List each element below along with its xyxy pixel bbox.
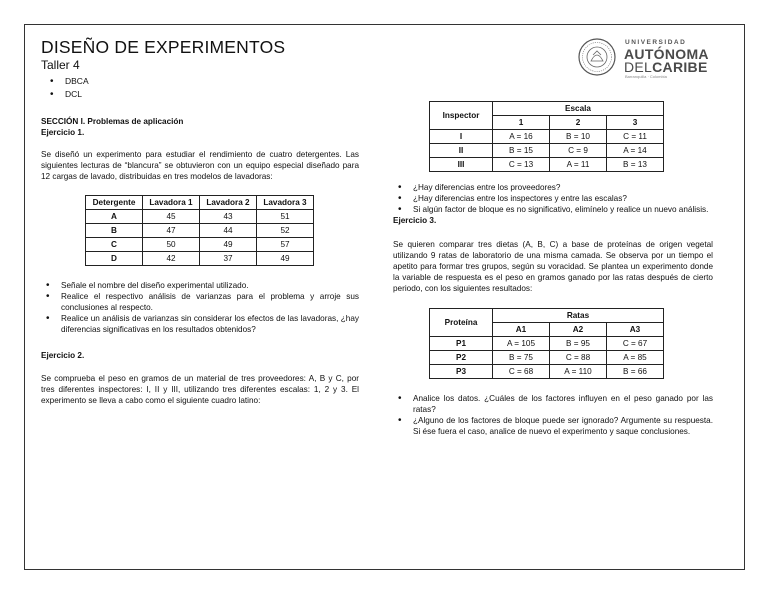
table-cell: 42 xyxy=(143,252,200,266)
right-column xyxy=(393,101,713,437)
table-header: 1 xyxy=(493,116,550,130)
list-item: • Si algún factor de bloque es no significativo, elimínelo y realice un nuevo análisis. xyxy=(393,204,713,215)
logo-line-del-caribe: DELCARIBE xyxy=(624,59,708,75)
table-header-row xyxy=(430,309,664,323)
table-cell: A = 105 xyxy=(493,337,550,351)
table-cell: 44 xyxy=(200,224,257,238)
table-cell: P1 xyxy=(430,337,493,351)
table-cell: C = 68 xyxy=(493,365,550,379)
exercise-2-title: Ejercicio 2. xyxy=(41,351,85,360)
table-header: Lavadora 2 xyxy=(200,196,257,210)
table-row xyxy=(86,224,314,238)
table-header-row xyxy=(430,102,664,116)
table-row xyxy=(430,365,664,379)
table-cell: B = 13 xyxy=(607,158,664,172)
logo-line-autonoma: AUTÓNOMA xyxy=(624,46,709,62)
table-header-row xyxy=(86,196,314,210)
diet-table xyxy=(429,308,664,379)
university-logo xyxy=(573,35,743,81)
exercise-3-text: Se quieren comparar tres dietas (A, B, C) a base de proteínas de origen vegetal utilizando 9 ratas de laboratorio de una misma camada. Se observa por un tiempo el apetito para formar tres grupos, según su voracidad. Se plantea un experimento donde la variable de respuesta es el peso en gramos ganado por las ratas después de cierto periodo, con los siguientes resultados: xyxy=(393,240,713,293)
table-cell: 50 xyxy=(143,238,200,252)
table-cell: D xyxy=(86,252,143,266)
table-cell: C = 88 xyxy=(550,351,607,365)
table-header: Proteína xyxy=(430,309,493,337)
page-subtitle: Taller 4 xyxy=(41,58,80,72)
table-cell: C = 13 xyxy=(493,158,550,172)
logo-line-city: Barranquilla · Colombia xyxy=(625,74,667,79)
exercise-3-questions xyxy=(393,393,713,437)
table-header: Lavadora 1 xyxy=(143,196,200,210)
table-cell: C = 9 xyxy=(550,144,607,158)
latin-square-table xyxy=(429,101,664,172)
table-cell: B = 10 xyxy=(550,130,607,144)
table-cell: II xyxy=(430,144,493,158)
left-column xyxy=(41,116,359,406)
table-row xyxy=(86,238,314,252)
table-row xyxy=(430,351,664,365)
table-header: Lavadora 3 xyxy=(257,196,314,210)
table-cell: C = 67 xyxy=(607,337,664,351)
table-header: Ratas xyxy=(493,309,664,323)
exercise-2-questions xyxy=(393,182,713,215)
table-header: A1 xyxy=(493,323,550,337)
table-header: A3 xyxy=(607,323,664,337)
table-cell: B = 66 xyxy=(607,365,664,379)
topic-list xyxy=(45,75,89,101)
table-cell: P3 xyxy=(430,365,493,379)
list-item: • Señale el nombre del diseño experimental utilizado. xyxy=(41,280,359,291)
list-item: • Analice los datos. ¿Cuáles de los factores influyen en el peso ganado por las ratas? xyxy=(393,393,713,415)
list-item: • ¿Alguno de los factores de bloque puede ser ignorado? Argumente su respuesta. Si ése fuera el caso, analice de nuevo el experimento y saque conclusiones. xyxy=(393,415,713,437)
exercise-2-text: Se comprueba el peso en gramos de un material de tres proveedores: A, B y C, por tres diferentes inspectores: I, II y III, utilizando tres diferentes escalas: 1, 2 y 3. El experimento se lleva a cabo como el siguiente cuadro latino: xyxy=(41,374,359,405)
university-seal-icon xyxy=(577,37,617,77)
table-cell: 47 xyxy=(143,224,200,238)
list-item: • DBCA xyxy=(45,75,89,88)
page-title: DISEÑO DE EXPERIMENTOS xyxy=(41,37,286,57)
table-cell: 43 xyxy=(200,210,257,224)
table-cell: A = 16 xyxy=(493,130,550,144)
table-cell: 45 xyxy=(143,210,200,224)
exercise-1-text: Se diseñó un experimento para estudiar el rendimiento de cuatro detergentes. Las siguientes lecturas de “blancura” se obtuvieron con un equipo especial diseñado para 12 cargas de lavado, distribuidas en tres modelos de lavadoras: xyxy=(41,150,359,181)
table-row xyxy=(86,252,314,266)
table-cell: 51 xyxy=(257,210,314,224)
table-cell: III xyxy=(430,158,493,172)
table-row xyxy=(430,130,664,144)
table-row xyxy=(430,158,664,172)
table-cell: B = 15 xyxy=(493,144,550,158)
table-cell: P2 xyxy=(430,351,493,365)
table-header: A2 xyxy=(550,323,607,337)
table-cell: I xyxy=(430,130,493,144)
table-cell: A xyxy=(86,210,143,224)
table-header: Detergente xyxy=(86,196,143,210)
table-cell: 57 xyxy=(257,238,314,252)
section-heading: SECCIÓN I. Problemas de aplicación xyxy=(41,117,184,126)
table-row xyxy=(86,210,314,224)
table-row xyxy=(430,337,664,351)
list-item: • Realice el respectivo análisis de varianzas para el problema y arroje sus conclusiones al respecto. xyxy=(41,291,359,313)
list-item: • ¿Hay diferencias entre los proveedores? xyxy=(393,182,713,193)
table-row xyxy=(430,144,664,158)
table-cell: A = 11 xyxy=(550,158,607,172)
exercise-1-title: Ejercicio 1. xyxy=(41,128,85,137)
table-cell: C = 11 xyxy=(607,130,664,144)
table-cell: 52 xyxy=(257,224,314,238)
table-cell: B = 75 xyxy=(493,351,550,365)
list-item: • DCL xyxy=(45,88,89,101)
table-cell: A = 110 xyxy=(550,365,607,379)
table-cell: C xyxy=(86,238,143,252)
table-header: Inspector xyxy=(430,102,493,130)
table-cell: 49 xyxy=(257,252,314,266)
table-header: 2 xyxy=(550,116,607,130)
table-cell: B = 95 xyxy=(550,337,607,351)
exercise-3-title: Ejercicio 3. xyxy=(393,216,437,225)
table-header: Escala xyxy=(493,102,664,116)
table-cell: 49 xyxy=(200,238,257,252)
table-cell: A = 14 xyxy=(607,144,664,158)
list-item: • ¿Hay diferencias entre los inspectores y entre las escalas? xyxy=(393,193,713,204)
logo-line-university: UNIVERSIDAD xyxy=(625,39,687,46)
detergent-table xyxy=(85,195,314,266)
document-page xyxy=(24,24,745,570)
table-cell: 37 xyxy=(200,252,257,266)
table-cell: B xyxy=(86,224,143,238)
list-item: • Realice un análisis de varianzas sin considerar los efectos de las lavadoras, ¿hay diferencias significativas en los resultados obtenidos? xyxy=(41,313,359,335)
table-header: 3 xyxy=(607,116,664,130)
table-cell: A = 85 xyxy=(607,351,664,365)
exercise-1-questions xyxy=(41,280,359,335)
